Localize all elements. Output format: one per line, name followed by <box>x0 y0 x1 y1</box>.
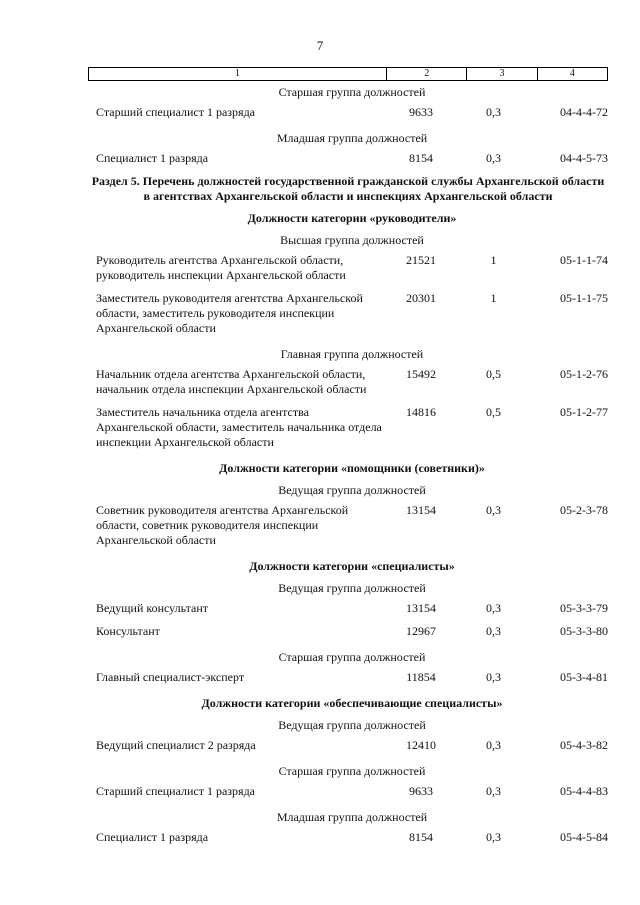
column-header-1: 1 <box>89 68 387 80</box>
group-heading: Младшая группа должностей <box>276 810 428 824</box>
table-row <box>96 253 608 283</box>
group-heading: Ведущая группа должностей <box>278 581 426 595</box>
position-title: Консультант <box>96 624 160 638</box>
coefficient-value: 0,5 <box>486 405 501 419</box>
group-heading: Ведущая группа должностей <box>278 483 426 497</box>
position-title: Старший специалист 1 разряда <box>96 105 255 119</box>
positions-table <box>91 82 608 853</box>
position-title: Заместитель начальника отдела агентства Архангельской области, заместитель начальника отдела инспекции Архангельской области <box>96 405 382 449</box>
table-row <box>96 624 608 639</box>
position-title: Советник руководителя агентства Архангельской области, советник руководителя инспекции Архангельской области <box>96 503 349 547</box>
table-row <box>96 151 608 166</box>
group-heading: Главная группа должностей <box>280 347 424 361</box>
category-heading: Должности категории «помощники (советники)» <box>219 461 485 475</box>
coefficient-value: 1 <box>490 291 497 305</box>
category-heading: Должности категории «руководители» <box>247 211 457 225</box>
position-title: Главный специалист-эксперт <box>96 670 245 684</box>
position-title: Начальник отдела агентства Архангельской области, начальник отдела инспекции Архангельской области <box>96 367 367 396</box>
position-code: 05-1-1-74 <box>560 253 608 267</box>
position-code: 04-4-4-72 <box>560 105 608 119</box>
salary-value: 9633 <box>409 105 433 119</box>
position-code: 05-1-1-75 <box>560 291 608 305</box>
section-heading: Раздел 5. Перечень должностей государственной гражданской службы Архангельской области в агентствах Архангельской области и инспекциях Архангельской области <box>91 174 605 203</box>
salary-value: 8154 <box>409 830 433 844</box>
position-code: 05-1-2-77 <box>560 405 608 419</box>
position-title: Заместитель руководителя агентства Архангельской области, заместитель руководителя инспекции Архангельской области <box>96 291 363 335</box>
coefficient-value: 0,3 <box>486 738 501 752</box>
salary-value: 13154 <box>406 601 436 615</box>
table-row <box>96 105 608 120</box>
salary-value: 8154 <box>409 151 433 165</box>
coefficient-value: 0,3 <box>486 105 501 119</box>
position-code: 05-1-2-76 <box>560 367 608 381</box>
salary-value: 13154 <box>406 503 436 517</box>
position-code: 05-4-3-82 <box>560 738 608 752</box>
coefficient-value: 1 <box>490 253 497 267</box>
position-code: 05-3-4-81 <box>560 670 608 684</box>
table-row <box>96 291 608 336</box>
salary-value: 9633 <box>409 784 433 798</box>
group-heading: Ведущая группа должностей <box>278 718 426 732</box>
column-header-4: 4 <box>569 68 575 79</box>
position-code: 04-4-5-73 <box>560 151 608 165</box>
salary-value: 21521 <box>406 253 436 267</box>
salary-value: 14816 <box>406 405 436 419</box>
salary-value: 12410 <box>406 738 436 752</box>
position-code: 05-2-3-78 <box>560 503 608 517</box>
table-row <box>96 738 608 753</box>
position-code: 05-3-3-80 <box>560 624 608 638</box>
table-row <box>96 670 608 685</box>
position-title: Ведущий специалист 2 разряда <box>96 738 256 752</box>
position-code: 05-4-5-84 <box>560 830 608 844</box>
coefficient-value: 0,3 <box>486 784 501 798</box>
column-header-2: 2 <box>387 68 467 80</box>
position-title: Специалист 1 разряда <box>96 151 209 165</box>
page-number: 7 <box>316 38 324 53</box>
column-header-3: 3 <box>467 68 537 80</box>
position-title: Ведущий консультант <box>96 601 209 615</box>
group-heading: Старшая группа должностей <box>278 764 426 778</box>
position-title: Специалист 1 разряда <box>96 830 209 844</box>
table-row <box>96 503 608 548</box>
coefficient-value: 0,3 <box>486 670 501 684</box>
category-heading: Должности категории «обеспечивающие специалисты» <box>201 696 503 710</box>
coefficient-value: 0,3 <box>486 624 501 638</box>
salary-value: 12967 <box>406 624 436 638</box>
table-row <box>96 830 608 845</box>
salary-value: 20301 <box>406 291 436 305</box>
position-title: Старший специалист 1 разряда <box>96 784 255 798</box>
table-row <box>96 367 608 397</box>
group-heading: Старшая группа должностей <box>278 85 426 99</box>
group-heading: Младшая группа должностей <box>276 131 428 145</box>
coefficient-value: 0,3 <box>486 830 501 844</box>
salary-value: 15492 <box>406 367 436 381</box>
group-heading: Старшая группа должностей <box>278 650 426 664</box>
coefficient-value: 0,3 <box>486 151 501 165</box>
table-header <box>88 67 608 81</box>
coefficient-value: 0,3 <box>486 601 501 615</box>
position-title: Руководитель агентства Архангельской области, руководитель инспекции Архангельской области <box>96 253 346 282</box>
coefficient-value: 0,3 <box>486 503 501 517</box>
salary-value: 11854 <box>406 670 436 684</box>
table-row <box>96 405 608 450</box>
group-heading: Высшая группа должностей <box>280 233 424 247</box>
coefficient-value: 0,5 <box>486 367 501 381</box>
table-row <box>96 601 608 616</box>
table-row <box>96 784 608 799</box>
category-heading: Должности категории «специалисты» <box>249 559 455 573</box>
position-code: 05-4-4-83 <box>560 784 608 798</box>
position-code: 05-3-3-79 <box>560 601 608 615</box>
